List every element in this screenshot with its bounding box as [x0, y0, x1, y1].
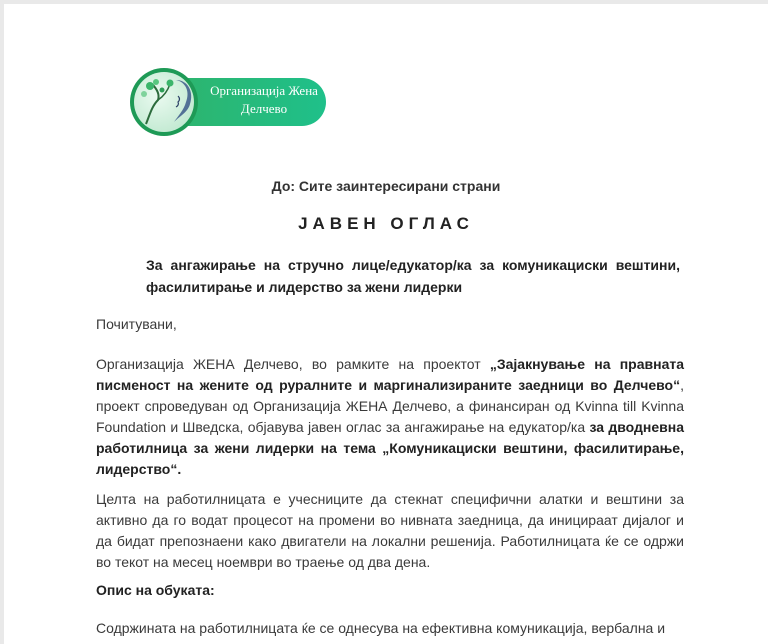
paragraph-goal: Целта на работилницата е учесниците да стекнат специфични алатки и вештини за активно да го водат процесот на промени во нивната заедница, да иницираат дијалог и да бидат препознаени како двигатели на локални решенија. Работилницата ќе се одржи во текот на месец ноември во траење од два дена.	[96, 491, 684, 570]
project-name: „Зајакнување на правната писменост на жените од руралните и маргинализираните заедници во Делчево“	[96, 356, 684, 393]
intro-end: .	[177, 461, 182, 477]
paragraph-intro	[96, 354, 684, 480]
intro-text-2: , проект спроведуван од Организација ЖЕНА Делчево, а финансиран од Kvinna till Kvinna Foundation и Шведска, објавува јавен оглас за ангажирање на едукатор/ка	[96, 377, 684, 435]
greeting: Почитувани,	[96, 316, 177, 332]
intro-text-1: Организација ЖЕНА Делчево, во рамките на проектот	[96, 356, 490, 372]
organization-logo	[116, 66, 328, 138]
document-page	[4, 4, 768, 644]
logo-line-1: Организација Жена	[210, 83, 318, 98]
logo-line-2: Делчево	[240, 101, 288, 116]
workshop-topic: за дводневна работилница за жени лидерки на тема „Комуникациски вештини, фасилитирање, лидерство“	[96, 419, 684, 477]
paragraph-description: Содржината на работилницата ќе се однесува на ефективна комуникација, вербална и	[96, 620, 666, 636]
logo-text	[202, 82, 326, 118]
document-title: ЈАВЕН ОГЛАС	[298, 214, 474, 233]
subject-line: За ангажирање на стручно лице/едукатор/ка за комуникациски вештини, фасилитирање и лидерство за жени лидерки	[146, 257, 680, 295]
recipient-line: До: Сите заинтересирани страни	[271, 178, 501, 194]
section-heading: Опис на обуката:	[96, 582, 215, 598]
